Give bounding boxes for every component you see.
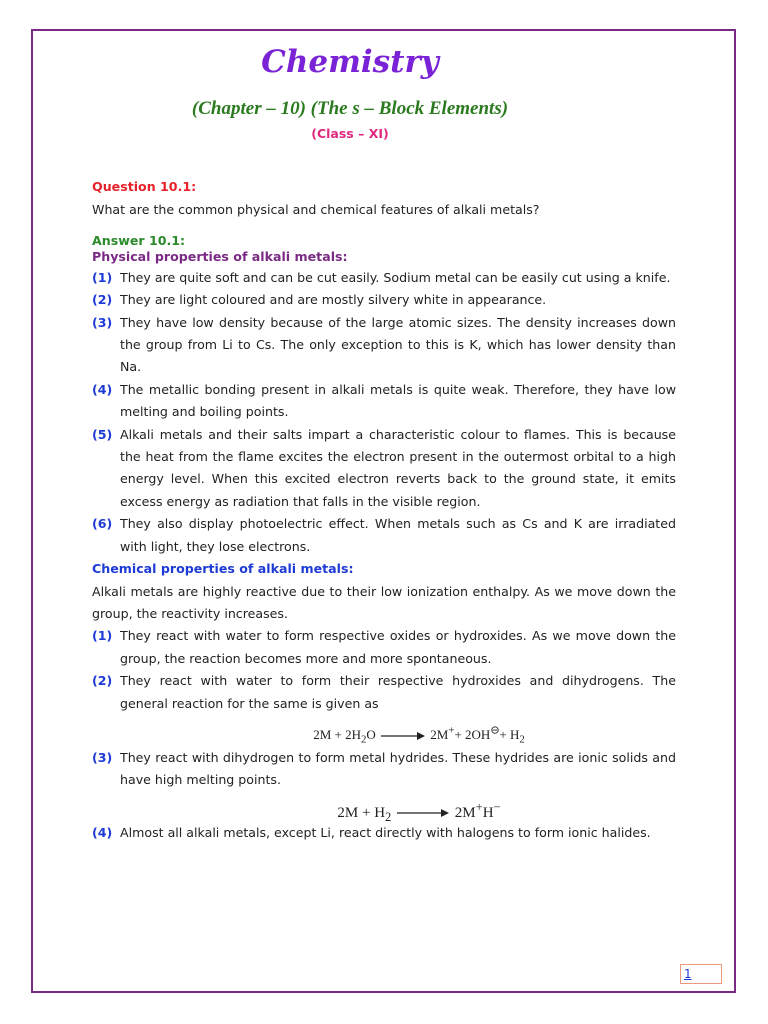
answer-label: Answer 10.1: bbox=[92, 232, 186, 248]
item-number: (1) bbox=[92, 269, 113, 285]
question-text: What are the common physical and chemical features of alkali metals? bbox=[92, 202, 540, 218]
physical-item bbox=[92, 379, 676, 424]
item-number: (4) bbox=[92, 824, 113, 840]
item-number: (3) bbox=[92, 749, 113, 765]
item-text: Alkali metals and their salts impart a characteristic colour to flames. This is because the heat from the flame excites the electron present in the outermost orbital to a high energy level. When this excited electron reverts back to the ground state, it emits excess energy as radiation that falls in the visible region. bbox=[120, 426, 676, 509]
item-text: They are light coloured and are mostly silvery white in appearance. bbox=[120, 292, 547, 308]
chemical-intro: Alkali metals are highly reactive due to their low ionization enthalpy. As we move down the group, the reactivity increases. bbox=[92, 583, 676, 621]
equation-reactants: $2M + 2H_2O$ bbox=[313, 727, 376, 746]
item-number: (6) bbox=[92, 516, 113, 532]
item-text: They have low density because of the large atomic sizes. The density increases down the group from Li to Cs. The only exception to this is K, which has lower density than Na. bbox=[120, 314, 676, 375]
item-number: (2) bbox=[92, 292, 113, 308]
physical-properties-heading: Physical properties of alkali metals: bbox=[92, 248, 348, 264]
hydride-reaction-equation bbox=[92, 792, 676, 822]
item-text: They are quite soft and can be cut easily. Sodium metal can be easily cut using a knife. bbox=[120, 269, 671, 285]
equation-products: 2M+H− bbox=[454, 799, 501, 821]
chapter-subtitle: (Chapter – 10) (The s – Block Elements) bbox=[191, 98, 509, 119]
page-title: Chemistry bbox=[261, 44, 439, 80]
item-number: (4) bbox=[92, 381, 113, 397]
physical-item bbox=[92, 513, 676, 558]
chemical-item bbox=[92, 625, 676, 670]
chemical-item bbox=[92, 822, 676, 844]
chemical-item bbox=[92, 747, 676, 792]
item-text: They react with water to form respective oxides or hydroxides. As we move down the group, the reaction becomes more and more spontaneous. bbox=[120, 628, 676, 666]
physical-item bbox=[92, 289, 676, 311]
chemical-properties-heading: Chemical properties of alkali metals: bbox=[92, 561, 354, 577]
item-text: They react with dihydrogen to form metal hydrides. These hydrides are ionic solids and have high melting points. bbox=[120, 749, 676, 788]
item-text: They react with water to form their respective hydroxides and dihydrogens. The general reaction for the same is given as bbox=[120, 673, 676, 711]
item-number: (3) bbox=[92, 314, 113, 330]
class-label: (Class – XI) bbox=[311, 126, 389, 141]
page-number-link[interactable]: 1 bbox=[680, 964, 722, 984]
reaction-arrow-icon bbox=[397, 808, 449, 818]
physical-item bbox=[92, 424, 676, 514]
chemical-item bbox=[92, 670, 676, 715]
item-text: The metallic bonding present in alkali metals is quite weak. Therefore, they have low melting and boiling points. bbox=[120, 381, 676, 420]
equation-products: $2M^++ 2OH^⊖+ H_2$ bbox=[430, 724, 525, 746]
water-reaction-equation bbox=[92, 715, 676, 747]
reaction-arrow-icon bbox=[381, 731, 425, 741]
physical-item bbox=[92, 267, 676, 289]
item-number: (5) bbox=[92, 426, 113, 442]
item-number: (2) bbox=[92, 673, 113, 689]
document-body bbox=[92, 176, 676, 844]
item-text: Almost all alkali metals, except Li, react directly with halogens to form ionic halides. bbox=[120, 824, 651, 840]
item-number: (1) bbox=[92, 628, 113, 644]
equation-reactants: $2M + H_2$ bbox=[337, 804, 392, 824]
question-label: Question 10.1: bbox=[92, 179, 197, 194]
physical-item bbox=[92, 312, 676, 379]
item-text: They also display photoelectric effect. When metals such as Cs and K are irradiated with light, they lose electrons. bbox=[120, 516, 676, 554]
